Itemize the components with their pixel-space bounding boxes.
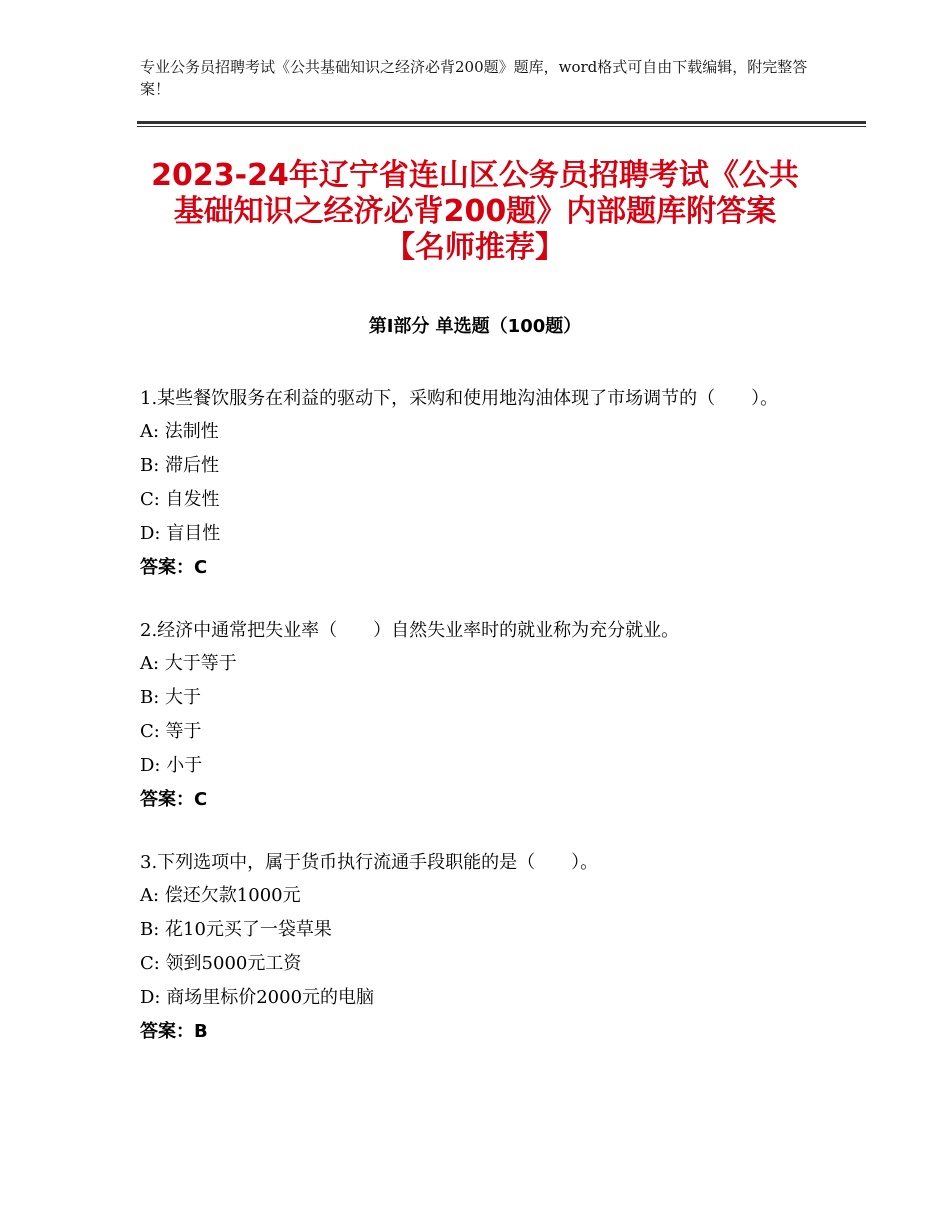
option-c: C: 领到5000元工资	[140, 953, 302, 974]
answer: 答案：B	[140, 1021, 208, 1042]
question-stem: 1.某些餐饮服务在利益的驱动下，采购和使用地沟油体现了市场调节的（ ）。	[140, 388, 779, 409]
option-c: C: 等于	[140, 721, 202, 742]
section-title: 第I部分 单选题（100题）	[368, 316, 582, 337]
option-a: A: 法制性	[140, 421, 219, 442]
question-1	[140, 383, 820, 585]
option-b: B: 滞后性	[140, 455, 220, 476]
option-c: C: 自发性	[140, 489, 220, 510]
header-rule-thick	[137, 121, 866, 124]
option-b: B: 大于	[140, 687, 202, 708]
question-3	[140, 847, 820, 1049]
question-stem: 3.下列选项中，属于货币执行流通手段职能的是（ ）。	[140, 852, 599, 873]
option-d: D: 商场里标价2000元的电脑	[140, 987, 375, 1008]
question-2	[140, 615, 820, 817]
option-a: A: 偿还欠款1000元	[140, 885, 301, 906]
answer: 答案：C	[140, 789, 208, 810]
document-title: 2023-24年辽宁省连山区公务员招聘考试《公共基础知识之经济必背200题》内部题库附答案【名师推荐】	[151, 158, 799, 265]
header-rule-thin	[137, 126, 866, 127]
option-d: D: 小于	[140, 755, 203, 776]
option-b: B: 花10元买了一袋草果	[140, 919, 332, 940]
question-list	[140, 383, 820, 1079]
option-d: D: 盲目性	[140, 523, 221, 544]
question-stem: 2.经济中通常把失业率（ ）自然失业率时的就业称为充分就业。	[140, 620, 680, 641]
answer: 答案：C	[140, 557, 208, 578]
option-a: A: 大于等于	[140, 653, 237, 674]
header-note: 专业公务员招聘考试《公共基础知识之经济必背200题》题库，word格式可自由下载编辑，附完整答案！	[140, 58, 808, 98]
